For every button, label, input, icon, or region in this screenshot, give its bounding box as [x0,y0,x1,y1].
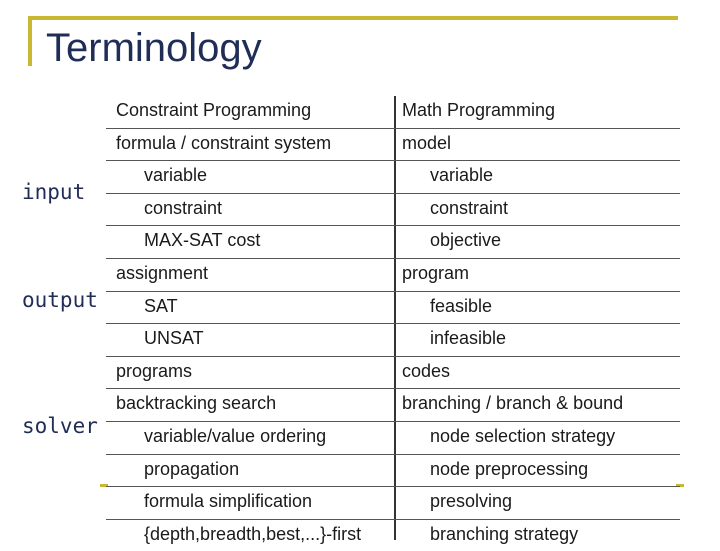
mp-term: branching / branch & bound [402,393,624,414]
terminology-table [106,96,680,551]
table-row [106,225,680,258]
table-row [106,193,680,226]
cp-term: Constraint Programming [116,100,312,120]
mp-term: constraint [430,197,509,218]
mp-term: branching strategy [430,523,579,544]
table-row [106,356,680,389]
mp-term: node selection strategy [430,425,616,446]
mp-term: presolving [430,491,513,512]
mp-term: feasible [430,295,493,316]
page-title: Terminology [46,26,262,70]
table-row [106,323,680,356]
mp-term: variable [430,165,494,186]
mp-term: objective [430,230,502,251]
table-row [106,291,680,324]
cp-term: formula simplification [144,491,313,512]
table-row [106,258,680,291]
mp-term: infeasible [430,328,507,349]
table-row [106,421,680,454]
table-row [106,128,680,161]
cp-term: UNSAT [144,328,204,349]
mp-term: program [402,262,470,283]
frame-left-rule [28,16,32,66]
table-row [106,160,680,193]
side-label-input: input [22,180,86,204]
cp-term: constraint [144,197,223,218]
table-row [106,486,680,519]
cp-term: backtracking search [116,393,277,414]
cp-term: propagation [144,458,240,479]
cp-term: MAX-SAT cost [144,230,261,251]
mp-term: node preprocessing [430,458,589,479]
side-label-solver: solver [22,414,98,438]
table-row [106,388,680,421]
cp-term: formula / constraint system [116,132,332,153]
mp-term: codes [402,360,451,381]
cp-term: variable/value ordering [144,425,327,446]
frame-top-rule [28,16,678,20]
mp-term: Math Programming [402,100,556,120]
cp-term: assignment [116,262,209,283]
cp-term: {depth,breadth,best,...}-first [144,523,362,544]
mp-term: model [402,132,452,153]
side-label-output: output [22,288,98,312]
table-row [106,519,680,551]
cp-term: programs [116,360,193,381]
cp-term: SAT [144,295,178,316]
table-row [106,454,680,487]
table-row [106,96,680,128]
cp-term: variable [144,165,208,186]
